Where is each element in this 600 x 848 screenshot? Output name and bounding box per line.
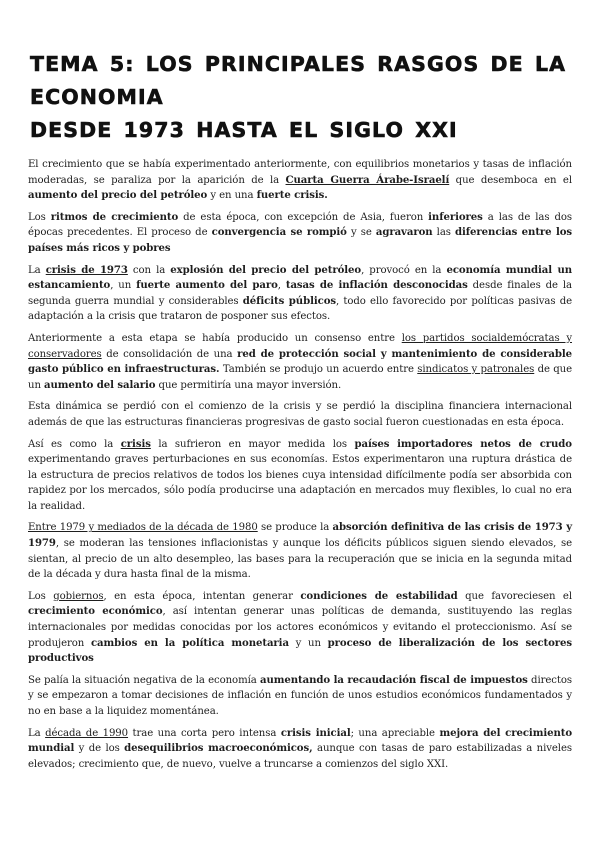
paragraph bbox=[28, 520, 572, 582]
bold-text: fuerte aumento del paro bbox=[136, 279, 278, 292]
text-run: y se bbox=[346, 227, 376, 239]
text-run: de que un bbox=[28, 364, 573, 391]
text-run: , bbox=[277, 280, 286, 292]
title-line-1: TEMA 5: LOS PRINCIPALES RASGOS DE LA ECONOMIA bbox=[30, 52, 567, 109]
paragraph bbox=[28, 263, 572, 325]
bold-text: aumentando la recaudación fiscal de impuestos bbox=[259, 673, 528, 686]
text-run: y de los bbox=[74, 743, 125, 755]
bold-text: red de protección social y mantenimiento de considerable gasto público en infraestructuras. bbox=[28, 347, 573, 376]
bold-text: diferencias entre los países más ricos y pobres bbox=[28, 226, 573, 254]
text-run: , se moderan las tensiones inflacionistas y aunque los déficits públicos siguen siendo elevados, se sientan, al precio de un alto desempleo, las bases para la recuperación que se inicia en la segunda mitad de la década y dura hasta final de la misma. bbox=[28, 538, 572, 581]
bold-text: cambios en la política monetaria bbox=[90, 636, 289, 649]
bold-text: crisis bbox=[120, 437, 151, 450]
bold-text: ritmos de crecimiento bbox=[50, 210, 179, 223]
text-run: Anteriormente a esta etapa se había producido un consenso entre bbox=[28, 332, 402, 344]
text-run: , así intentan generar unas políticas de demanda, sustituyendo las reglas internacionales por medidas conocidas por los actores económicos y evitando el proteccionismo. Así se produjeron bbox=[28, 606, 572, 649]
text-run: Los bbox=[28, 590, 54, 602]
body-text bbox=[28, 157, 572, 772]
underlined-text: Entre 1979 y mediados de la década de 1980 bbox=[28, 522, 258, 534]
text-run: Así es como la bbox=[28, 438, 121, 450]
bold-text: absorción definitiva de las crisis de 1973 y 1979 bbox=[28, 521, 572, 550]
bold-text: agravaron bbox=[375, 226, 433, 239]
text-run: ; una apreciable bbox=[350, 727, 440, 739]
bold-text: Cuarta Guerra Árabe-Israelí bbox=[285, 173, 450, 186]
bold-text: convergencia se rompió bbox=[211, 226, 347, 239]
text-run: de esta época, con excepción de Asia, fueron bbox=[178, 211, 429, 223]
paragraph bbox=[28, 726, 572, 773]
text-run: , todo ello favorecido por políticas pasivas de adaptación a la crisis que trataron de posponer sus efectos. bbox=[28, 295, 573, 323]
paragraph bbox=[28, 589, 572, 667]
bold-text: crisis de 1973 bbox=[45, 263, 128, 276]
bold-text: aumento del precio del petróleo bbox=[28, 189, 208, 202]
text-run: experimentando graves perturbaciones en sus economías. Estos experimentaron una ruptura drástica de la estructura de precios relativos de todos los bienes cuya intensidad difícilmente podía ser absorbida con rapidez por los mercados, sólo podía producirse una adaptación en mercados muy flexibles, lo cual no era la realidad. bbox=[28, 454, 572, 512]
paragraph bbox=[28, 437, 572, 515]
bold-text: proceso de liberalización de los sectores productivos bbox=[28, 636, 573, 665]
bold-text: aumento del salario bbox=[44, 378, 156, 391]
text-run: se produce la bbox=[257, 522, 333, 534]
underlined-text: sindicatos y patronales bbox=[417, 364, 535, 376]
text-run: desde finales de la segunda guerra mundial y considerables bbox=[28, 280, 572, 307]
paragraph bbox=[28, 331, 572, 393]
bold-text: condiciones de estabilidad bbox=[300, 589, 458, 602]
text-run: Esta dinámica se perdió con el comienzo de la crisis y se perdió la disciplina financiera internacional además de que las estructuras financieras progresivas de gasto social fueron cuestionadas en esta época. bbox=[28, 401, 572, 428]
paragraph bbox=[28, 399, 572, 430]
bold-text: economía mundial un estancamiento bbox=[28, 263, 573, 292]
bold-text: inferiores bbox=[428, 210, 483, 223]
bold-text: mejora del crecimiento mundial bbox=[28, 726, 573, 755]
text-run: y en una bbox=[207, 190, 257, 202]
bold-text: desequilibrios macroeconómicos, bbox=[124, 742, 313, 755]
text-run: Los bbox=[28, 211, 51, 223]
text-run: También se produjo un acuerdo entre bbox=[219, 364, 418, 376]
text-run: directos y se empezaron a tomar decisiones de inflación en función de unos estudios económicos fundamentados y no en base a la liquidez momentánea. bbox=[28, 674, 573, 717]
bold-text: crisis inicial bbox=[280, 726, 351, 739]
text-run: , un bbox=[110, 280, 137, 292]
page-title bbox=[30, 48, 572, 147]
bold-text: déficits públicos bbox=[242, 294, 336, 307]
paragraph bbox=[28, 157, 572, 204]
text-run: que favoreciesen el bbox=[457, 590, 573, 602]
text-run: El crecimiento que se había experimentado anteriormente, con equilibrios monetarios y tasas de inflación moderadas, se paraliza por la aparición de la bbox=[28, 159, 572, 186]
bold-text: fuerte crisis. bbox=[256, 189, 328, 202]
text-run: La bbox=[28, 264, 46, 276]
text-run: , en esta época, intentan generar bbox=[103, 590, 301, 602]
text-run: y un bbox=[288, 637, 328, 649]
text-run: trae una corta pero intensa bbox=[128, 727, 281, 739]
bold-text: crecimiento económico bbox=[28, 605, 163, 618]
text-run: a las de las dos épocas precedentes. El proceso de bbox=[28, 211, 572, 239]
text-run: que permitiría una mayor inversión. bbox=[155, 379, 342, 391]
bold-text: países importadores netos de crudo bbox=[354, 437, 572, 450]
title-line-2: DESDE 1973 HASTA EL SIGLO XXI bbox=[30, 118, 458, 142]
text-run: aunque con tasas de paro estabilizadas a niveles elevados; crecimiento que, de nuevo, vuelve a truncarse a comienzos del siglo XXI. bbox=[28, 743, 572, 770]
text-run: con la bbox=[127, 264, 171, 276]
text-run: las bbox=[432, 227, 456, 239]
paragraph bbox=[28, 210, 572, 257]
text-run: Se palía la situación negativa de la economía bbox=[28, 674, 260, 686]
underlined-text: gobiernos bbox=[53, 590, 104, 602]
text-run: , provocó en la bbox=[361, 264, 447, 276]
text-run: La bbox=[28, 727, 46, 739]
text-run: de consolidación de una bbox=[101, 348, 238, 360]
underlined-text: década de 1990 bbox=[45, 727, 129, 739]
text-run: que desemboca en el bbox=[449, 174, 573, 186]
bold-text: tasas de inflación desconocidas bbox=[285, 279, 468, 292]
paragraph bbox=[28, 673, 572, 720]
bold-text: explosión del precio del petróleo bbox=[170, 263, 362, 276]
text-run: la sufrieron en mayor medida los bbox=[150, 438, 355, 450]
underlined-text: los partidos socialdemócratas y conservadores bbox=[28, 332, 572, 360]
